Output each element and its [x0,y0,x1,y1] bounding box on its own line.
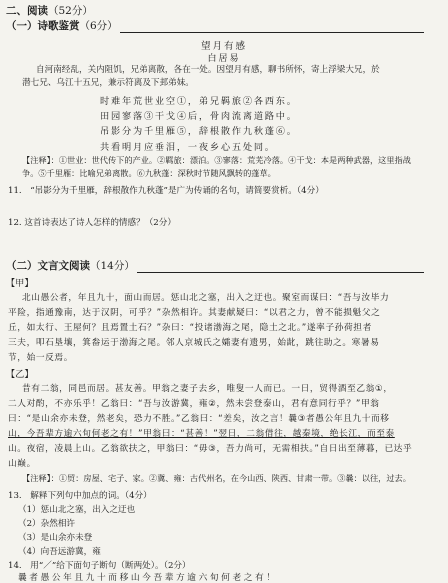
poem-line: 吊影分为千里雁⑤，辞根散作九秋蓬⑥。 [100,126,298,137]
section-heading [6,3,93,18]
section-title: 二、阅读 [6,5,48,17]
poem-line: 田园寥落③干戈④后，骨肉流离道路中。 [100,111,298,122]
poem-line: 共看明月应垂泪，一夜乡心五处同。 [100,142,276,153]
question-14: 14. 用“／”给下面句子断句（断两处）。（2分） [8,561,191,571]
question-12: 12. 这首诗表达了诗人怎样的情感？（2分） [8,218,176,228]
question-13-item: （4）向吾远游冀，雍 [18,547,101,557]
classical-header-label: （二）文言文阅读 [6,260,90,272]
classical-score: （14分） [90,260,135,272]
passage-yi-line: 山。夜宿，凌晨上山。乙翁欲扶之，甲翁曰：“毋③，吾力尚可，无需相扶。”自日出至薄暮，已达乎 [8,444,413,454]
passage-jia-label: 【甲】 [6,278,34,289]
passage-jia-line: 节，始一反焉。 [8,353,74,363]
poem-preface-line: 自河南经乱，关内阻饥，兄弟离散，各在一处。因望月有感，聊书所怀，寄上浮梁大兄，於 [36,65,380,75]
question-13-item: （3）是山余亦未登 [18,533,93,543]
passage-yi-line: 曰：“是山余亦未登，然老矣，恐力不胜。”乙翁曰：“差矣，汝之言！曩③者愚公年且九十而移 [8,414,390,424]
poem-note-line: 【注释】：①世业：世代传下的产业。②羁旅：漂泊。③寥落：荒芜冷落。④干戈：本是两种武器，这里指战 [22,155,411,165]
question-14-sentence: 曩者愚公年且九十而移山今吾辈方逾六旬何老之有！ [18,573,278,583]
classical-section-header [6,258,424,273]
poetry-score: （6分） [79,20,118,32]
poem-author: 白居易 [207,54,241,64]
question-13-item: （1）惩山北之塞，出入之迂也 [18,505,136,515]
poem-title: 望月有感 [200,41,247,52]
passage-jia-line: 丘，如太行、王屋何？且焉置土石？”杂曰：“投诸渤海之尾，隐土之北。”遂率子孙荷担者 [8,323,372,333]
passage-jia-line: 平险，指通豫南，达于汉阴，可乎？”杂然相许。其妻献疑曰：“以君之力，曾不能损魁父之 [8,308,381,318]
question-13: 13. 解释下列句中加点的词。（4分） [8,491,152,501]
passage-yi-line: 山巅。 [8,459,36,469]
poem-note-line: 争。⑤千里雁：比喻兄弟离散。⑥九秋蓬：深秋时节随风飘转的蓬草。 [22,168,276,178]
poem-preface-line: 潜七兄、乌江十五兄，兼示符离及下邽弟妹。 [22,78,194,88]
passage-yi-line: 昔有二翁，同邑而居。甚友善。甲翁之妻子去乡，唯叟一人而已。一日，贸得酒至乙翁①， [22,384,393,394]
question-13-item: （2）杂然相许 [18,519,76,529]
passage-yi-line: 山，今吾辈方逾六旬何老之有！”甲翁曰：“甚善！”翌日，二翁借往，越秦境，绝长江，而至泰 [8,429,395,439]
passage-yi-label: 【乙】 [6,369,34,380]
poetry-header-label: （一）诗歌鉴赏 [6,20,80,32]
passage-jia-line: 北山愚公者，年且九十，面山而居。惩山北之塞，出入之迂也。聚室而谋曰：“吾与汝毕力 [22,293,390,303]
section-score: （52分） [48,5,93,17]
question-11: 11. “吊影分为千里雁，辞根散作九秋蓬”是广为传诵的名句，请简要赏析。（4分） [8,186,324,196]
passage-note: 【注释】：①贸：房屋、宅子、家。②冀、雍：古代州名，在今山西、陕西、甘肃一带。③曩：以往，过去。 [22,473,411,483]
passage-jia-line: 三夫，叩石垦壤，箕畚运于渤海之尾。邻人京城氏之孀妻有遗男，始龀，跳往助之。寒暑易 [8,338,380,348]
poem-line: 时难年荒世业空①，弟兄羁旅②各西东。 [100,96,298,107]
poetry-section-header [6,18,424,33]
passage-yi-line: 二人对酌，不亦乐乎！乙翁曰：“吾与汝游冀，雍②，然未尝登泰山，君有意同行乎？”甲翁 [8,399,380,409]
